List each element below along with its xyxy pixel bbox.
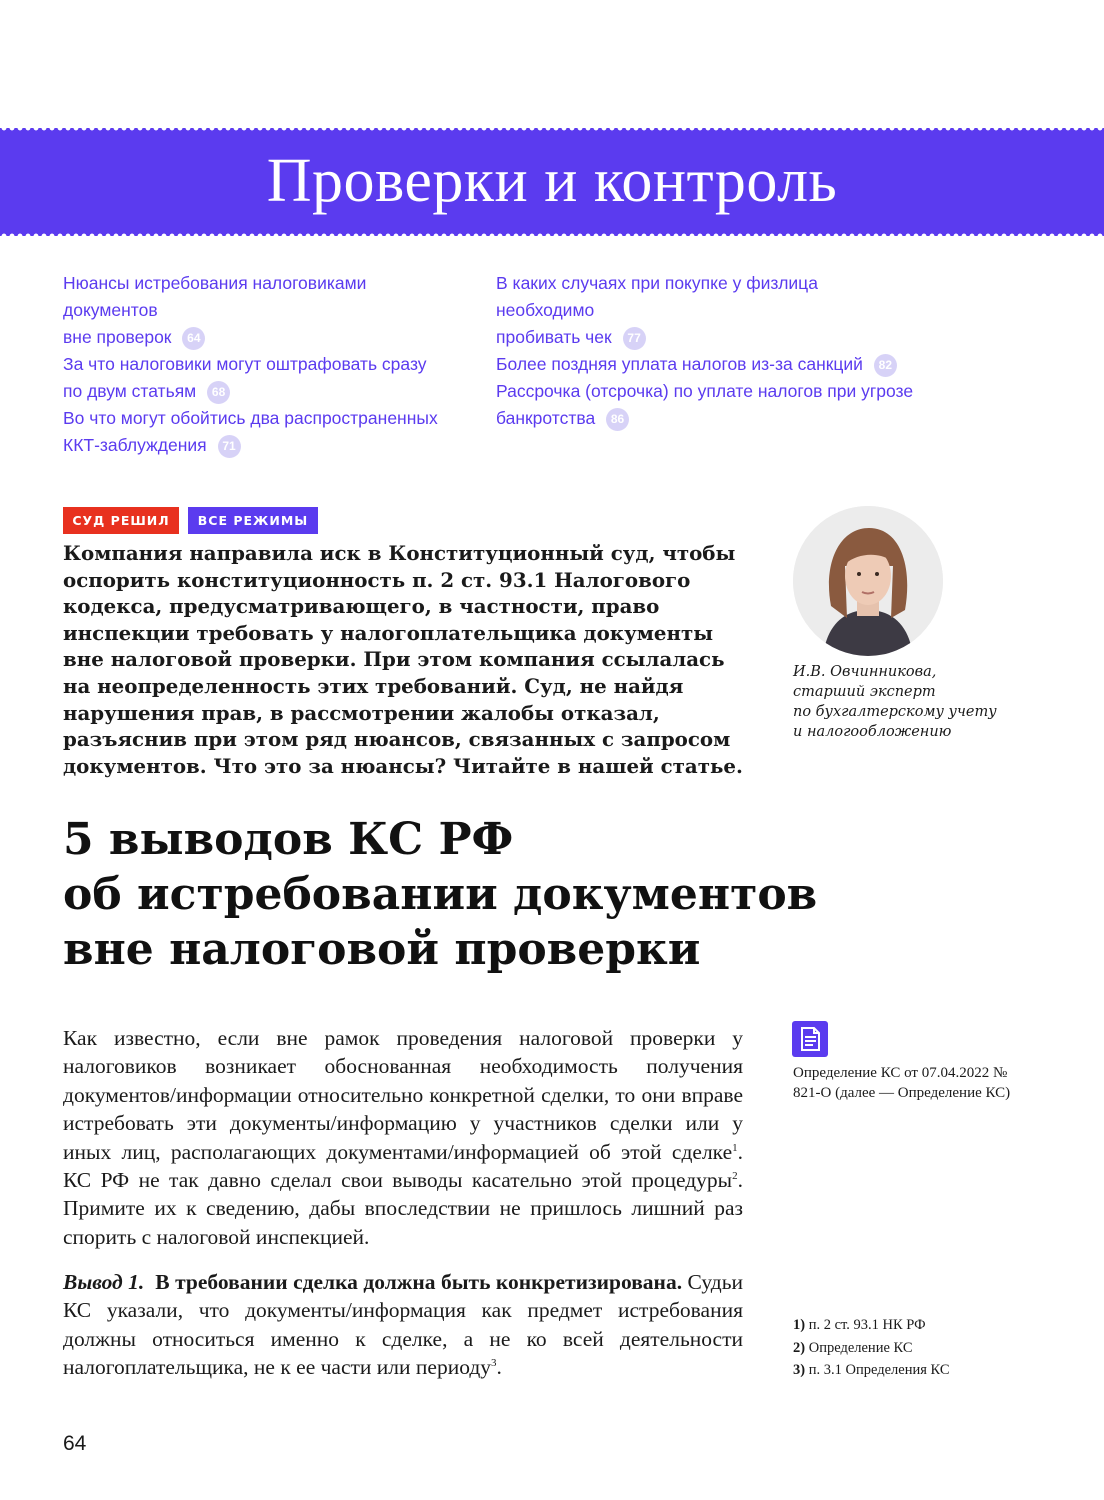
footnote: 3) п. 3.1 Определения КС (793, 1362, 950, 1378)
article-headline: 5 выводов КС РФ об истребовании документов вне налоговой проверки (63, 814, 818, 975)
section-title: Проверки и контроль (266, 147, 838, 215)
page-badge: 82 (874, 354, 897, 377)
page-badge: 71 (218, 435, 241, 458)
author-caption: И.В. Овчинникова, старший эксперт по бухгалтерскому учету и налогообложению (793, 664, 997, 740)
page-number: 64 (63, 1432, 87, 1455)
footnotes-list (793, 1314, 1053, 1382)
footnote: 1) п. 2 ст. 93.1 НК РФ (793, 1317, 926, 1333)
toc-item[interactable]: Более поздняя уплата налогов из-за санкций 82 (496, 351, 916, 378)
toc-item[interactable]: Нюансы истребования налоговиками документов вне проверок 64 (63, 270, 463, 351)
footnote-ref[interactable]: 1 (732, 1141, 738, 1154)
toc-item[interactable]: Рассрочка (отсрочка) по уплате налогов при угрозе банкротства 86 (496, 378, 916, 432)
footnote-ref[interactable]: 2 (732, 1169, 738, 1182)
footnote: 2) Определение КС (793, 1339, 913, 1356)
toc-item[interactable]: Во что могут обойтись два распространенных ККТ-заблуждения 71 (63, 405, 463, 459)
conclusion-heading: В требовании сделка должна быть конкретизирована. (155, 1270, 683, 1294)
footnote-ref[interactable]: 3 (491, 1357, 497, 1370)
tag-court-decided: СУД РЕШИЛ (63, 507, 179, 534)
source-note: Определение КС от 07.04.2022 № 821-О (далее — Определение КС) (793, 1065, 1011, 1101)
body-paragraph: Как известно, если вне рамок проведения налоговой проверки у налоговиков возникает обоснованная необходимость получения документов/информации относительно конкретной сделки, то они вправе истребовать эти документы/информацию у участников сделки или у иных лиц, располагающих документами/информацией об этой сделке$^1$. КС РФ не так давно сделал свои выводы касательно этой процедуры$^2$. Примите их к сведению, дабы впоследствии не пришлось лишний раз спорить с налоговой инспекцией. (63, 1026, 743, 1249)
document-icon (792, 1021, 828, 1057)
tag-all-regimes: ВСЕ РЕЖИМЫ (188, 507, 318, 534)
page-badge: 64 (182, 327, 205, 350)
page-badge: 77 (623, 327, 646, 350)
toc-left (63, 270, 463, 459)
lead-paragraph: Компания направила иск в Конституционный суд, чтобы оспорить конституционность п. 2 ст. 93.1 Налогового кодекса, предусматривающего, в частности, право инспекции требовать у налогоплательщика документы вне налоговой проверки. При этом компания ссылалась на неопределенность этих требований. Суд, не найдя нарушения прав, в рассмотрении жалобы отказал, разъяснив при этом ряд нюансов, связанных с запросом документов. Что это за нюансы? Читайте в нашей статье. (63, 541, 743, 778)
page-badge: 68 (207, 381, 230, 404)
conclusion-paragraph: Вывод 1. В требовании сделка должна быть конкретизирована. Судьи КС указали, что документы/информация как предмет истребования должны относиться именно к сделке, а не ко всей деятельности налогоплательщика, не к ее части или периоду$^3$. (63, 1270, 743, 1380)
author-photo (793, 506, 943, 656)
toc-right (496, 270, 916, 432)
page-badge: 86 (606, 408, 629, 431)
toc-item[interactable]: В каких случаях при покупке у физлица необходимо пробивать чек 77 (496, 270, 916, 351)
conclusion-label: Вывод 1. (63, 1270, 145, 1294)
toc-item[interactable]: За что налоговики могут оштрафовать сразу по двум статьям 68 (63, 351, 463, 405)
